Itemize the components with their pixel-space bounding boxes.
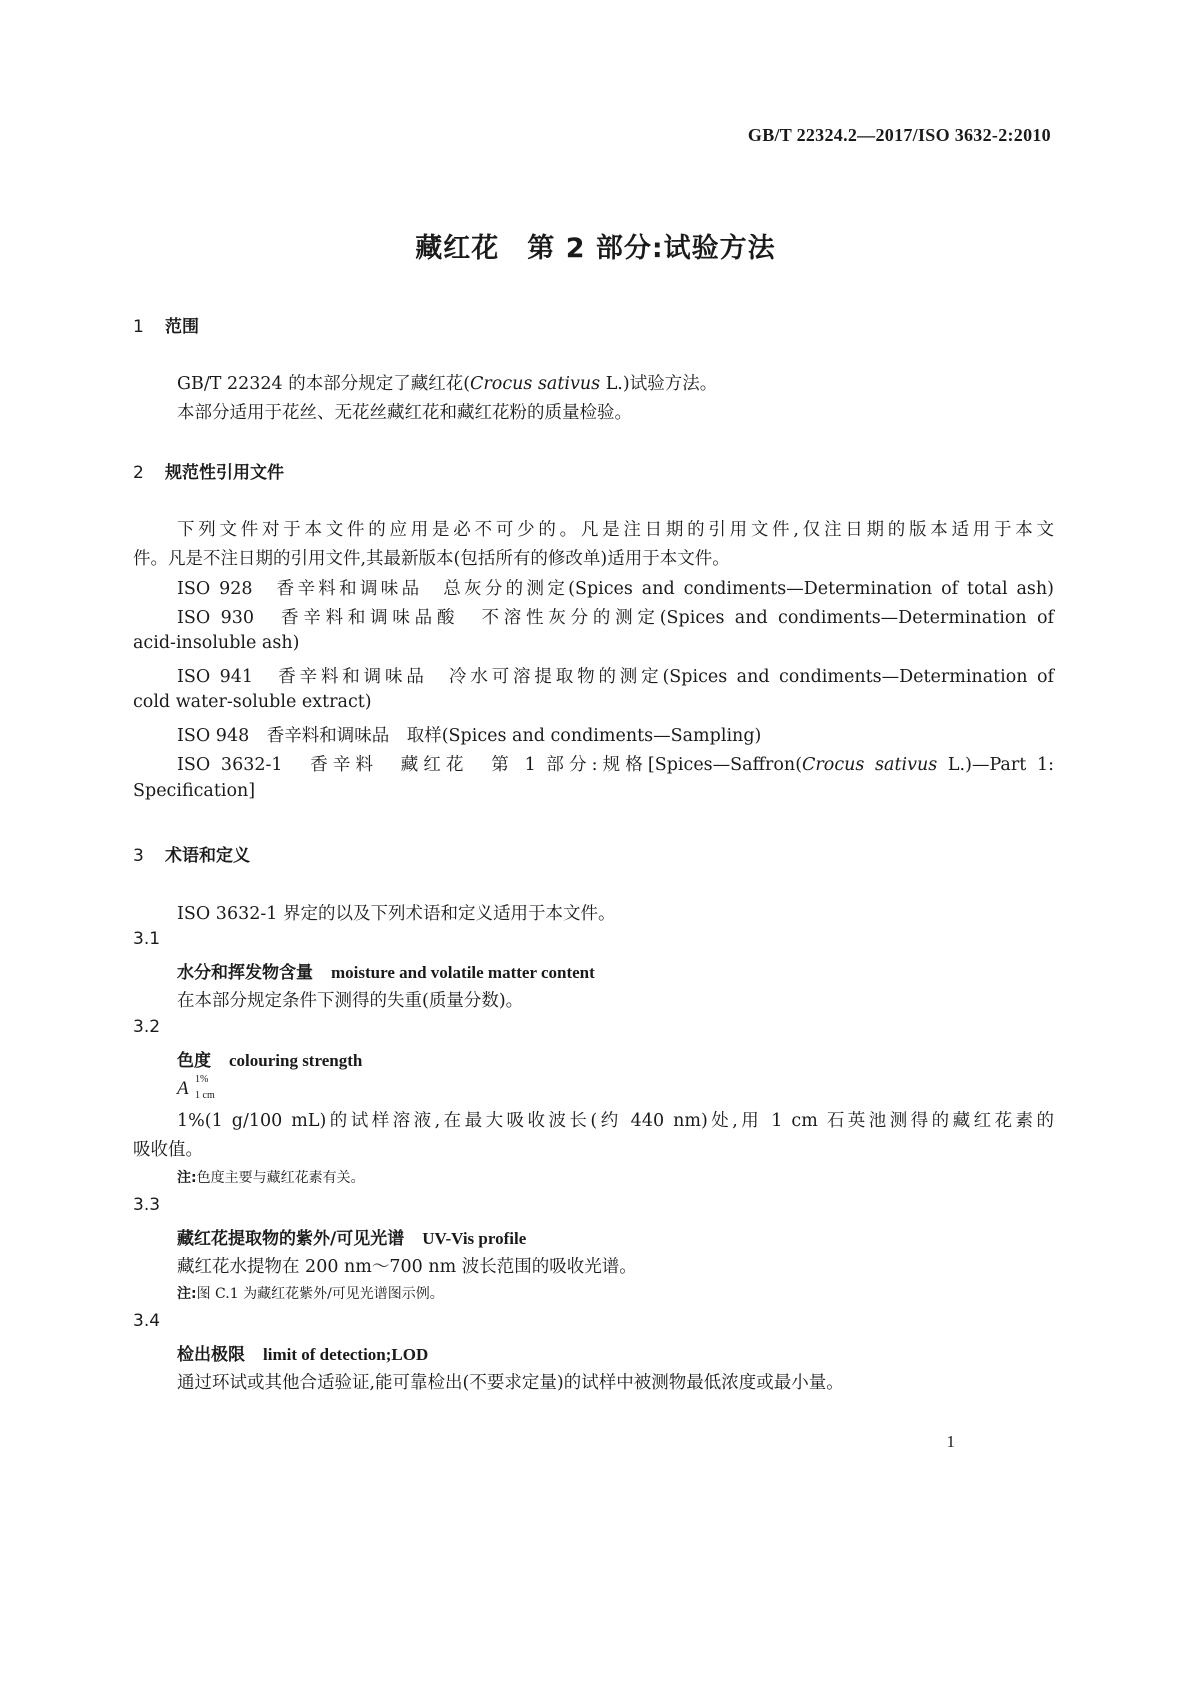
section-2-heading xyxy=(133,458,284,483)
term-number: 3.3 xyxy=(133,1195,161,1215)
term-zh: 水分和挥发物含量 xyxy=(177,963,313,983)
reference-iso-941-cont: cold water-soluble extract) xyxy=(133,692,372,712)
term-definition: 藏红花水提物在 200 nm～700 nm 波长范围的吸收光谱。 xyxy=(177,1257,637,1277)
symbol-superscript: 1% xyxy=(195,1074,209,1085)
reference-iso-930-cont: acid-insoluble ash) xyxy=(133,633,300,653)
terms-intro: ISO 3632-1 界定的以及下列术语和定义适用于本文件。 xyxy=(177,904,616,924)
term-title xyxy=(177,958,595,983)
term-definition: 在本部分规定条件下测得的失重(质量分数)。 xyxy=(177,991,524,1011)
reference-iso-3632-1-cont: Specification] xyxy=(133,781,256,801)
colouring-strength-symbol xyxy=(177,1074,215,1101)
term-title xyxy=(177,1046,362,1071)
normative-intro-line-2: 件。凡是不注日期的引用文件,其最新版本(包括所有的修改单)适用于本文件。 xyxy=(133,549,730,569)
scope-paragraph-2: 本部分适用于花丝、无花丝藏红花和藏红花粉的质量检验。 xyxy=(177,403,632,423)
reference-iso-928: ISO 928 香辛料和调味品 总灰分的测定(Spices and condiments—Determination of total ash) xyxy=(177,579,1054,599)
note-text: 图 C.1 为藏红花紫外/可见光谱图示例。 xyxy=(196,1286,444,1302)
section-1-heading xyxy=(133,312,199,337)
term-en: UV-Vis profile xyxy=(422,1229,527,1248)
text-run: L.)试验方法。 xyxy=(600,374,718,394)
term-title xyxy=(177,1340,428,1365)
section-title: 术语和定义 xyxy=(165,846,250,866)
term-number: 3.1 xyxy=(133,929,161,949)
section-number: 3 xyxy=(133,846,144,866)
text-run: L.)—Part 1: xyxy=(937,755,1054,775)
term-note xyxy=(177,1283,444,1303)
reference-iso-948: ISO 948 香辛料和调味品 取样(Spices and condiments—Sampling) xyxy=(177,726,762,746)
text-run: ISO 3632-1 香辛料 藏红花 第 1 部分:规格[Spices—Saffron( xyxy=(177,755,803,775)
term-zh: 色度 xyxy=(177,1051,211,1071)
symbol-letter: A xyxy=(177,1078,189,1099)
term-zh: 藏红花提取物的紫外/可见光谱 xyxy=(177,1229,405,1249)
term-note xyxy=(177,1167,365,1187)
section-title: 范围 xyxy=(165,317,199,337)
latin-name: Crocus sativus xyxy=(470,374,601,394)
section-3-heading xyxy=(133,841,250,866)
term-number: 3.4 xyxy=(133,1311,161,1331)
normative-intro-line-1: 下列文件对于本文件的应用是必不可少的。凡是注日期的引用文件,仅注日期的版本适用于本文 xyxy=(177,520,1054,540)
term-definition: 1%(1 g/100 mL)的试样溶液,在最大吸收波长(约 440 nm)处,用 1 cm 石英池测得的藏红花素的 xyxy=(177,1111,1054,1131)
section-number: 1 xyxy=(133,317,144,337)
reference-iso-930: ISO 930 香辛料和调味品酸 不溶性灰分的测定(Spices and condiments—Determination of xyxy=(177,608,1054,628)
note-label: 注: xyxy=(177,1170,197,1186)
term-zh: 检出极限 xyxy=(177,1345,245,1365)
scope-paragraph-1 xyxy=(177,370,717,395)
term-title xyxy=(177,1224,526,1249)
term-en: colouring strength xyxy=(229,1051,363,1070)
reference-iso-941: ISO 941 香辛料和调味品 冷水可溶提取物的测定(Spices and condiments—Determination of xyxy=(177,667,1054,687)
symbol-subscript: 1 cm xyxy=(195,1090,215,1101)
term-definition-cont: 吸收值。 xyxy=(133,1140,203,1160)
page-number: 1 xyxy=(946,1432,955,1451)
latin-name: Crocus sativus xyxy=(802,755,938,775)
section-number: 2 xyxy=(133,463,144,483)
note-text: 色度主要与藏红花素有关。 xyxy=(196,1170,365,1186)
standard-number-header: GB/T 22324.2—2017/ISO 3632-2:2010 xyxy=(747,125,1051,145)
text-run: GB/T 22324 的本部分规定了藏红花( xyxy=(177,374,471,394)
section-title: 规范性引用文件 xyxy=(165,463,284,483)
note-label: 注: xyxy=(177,1286,197,1302)
term-definition: 通过环试或其他合适验证,能可靠检出(不要求定量)的试样中被测物最低浓度或最小量。 xyxy=(177,1373,844,1393)
term-en: moisture and volatile matter content xyxy=(331,963,595,982)
term-number: 3.2 xyxy=(133,1017,161,1037)
term-en: limit of detection;LOD xyxy=(263,1345,429,1364)
reference-iso-3632-1 xyxy=(177,751,1054,776)
document-title: 藏红花 第 2 部分:试验方法 xyxy=(415,233,776,264)
